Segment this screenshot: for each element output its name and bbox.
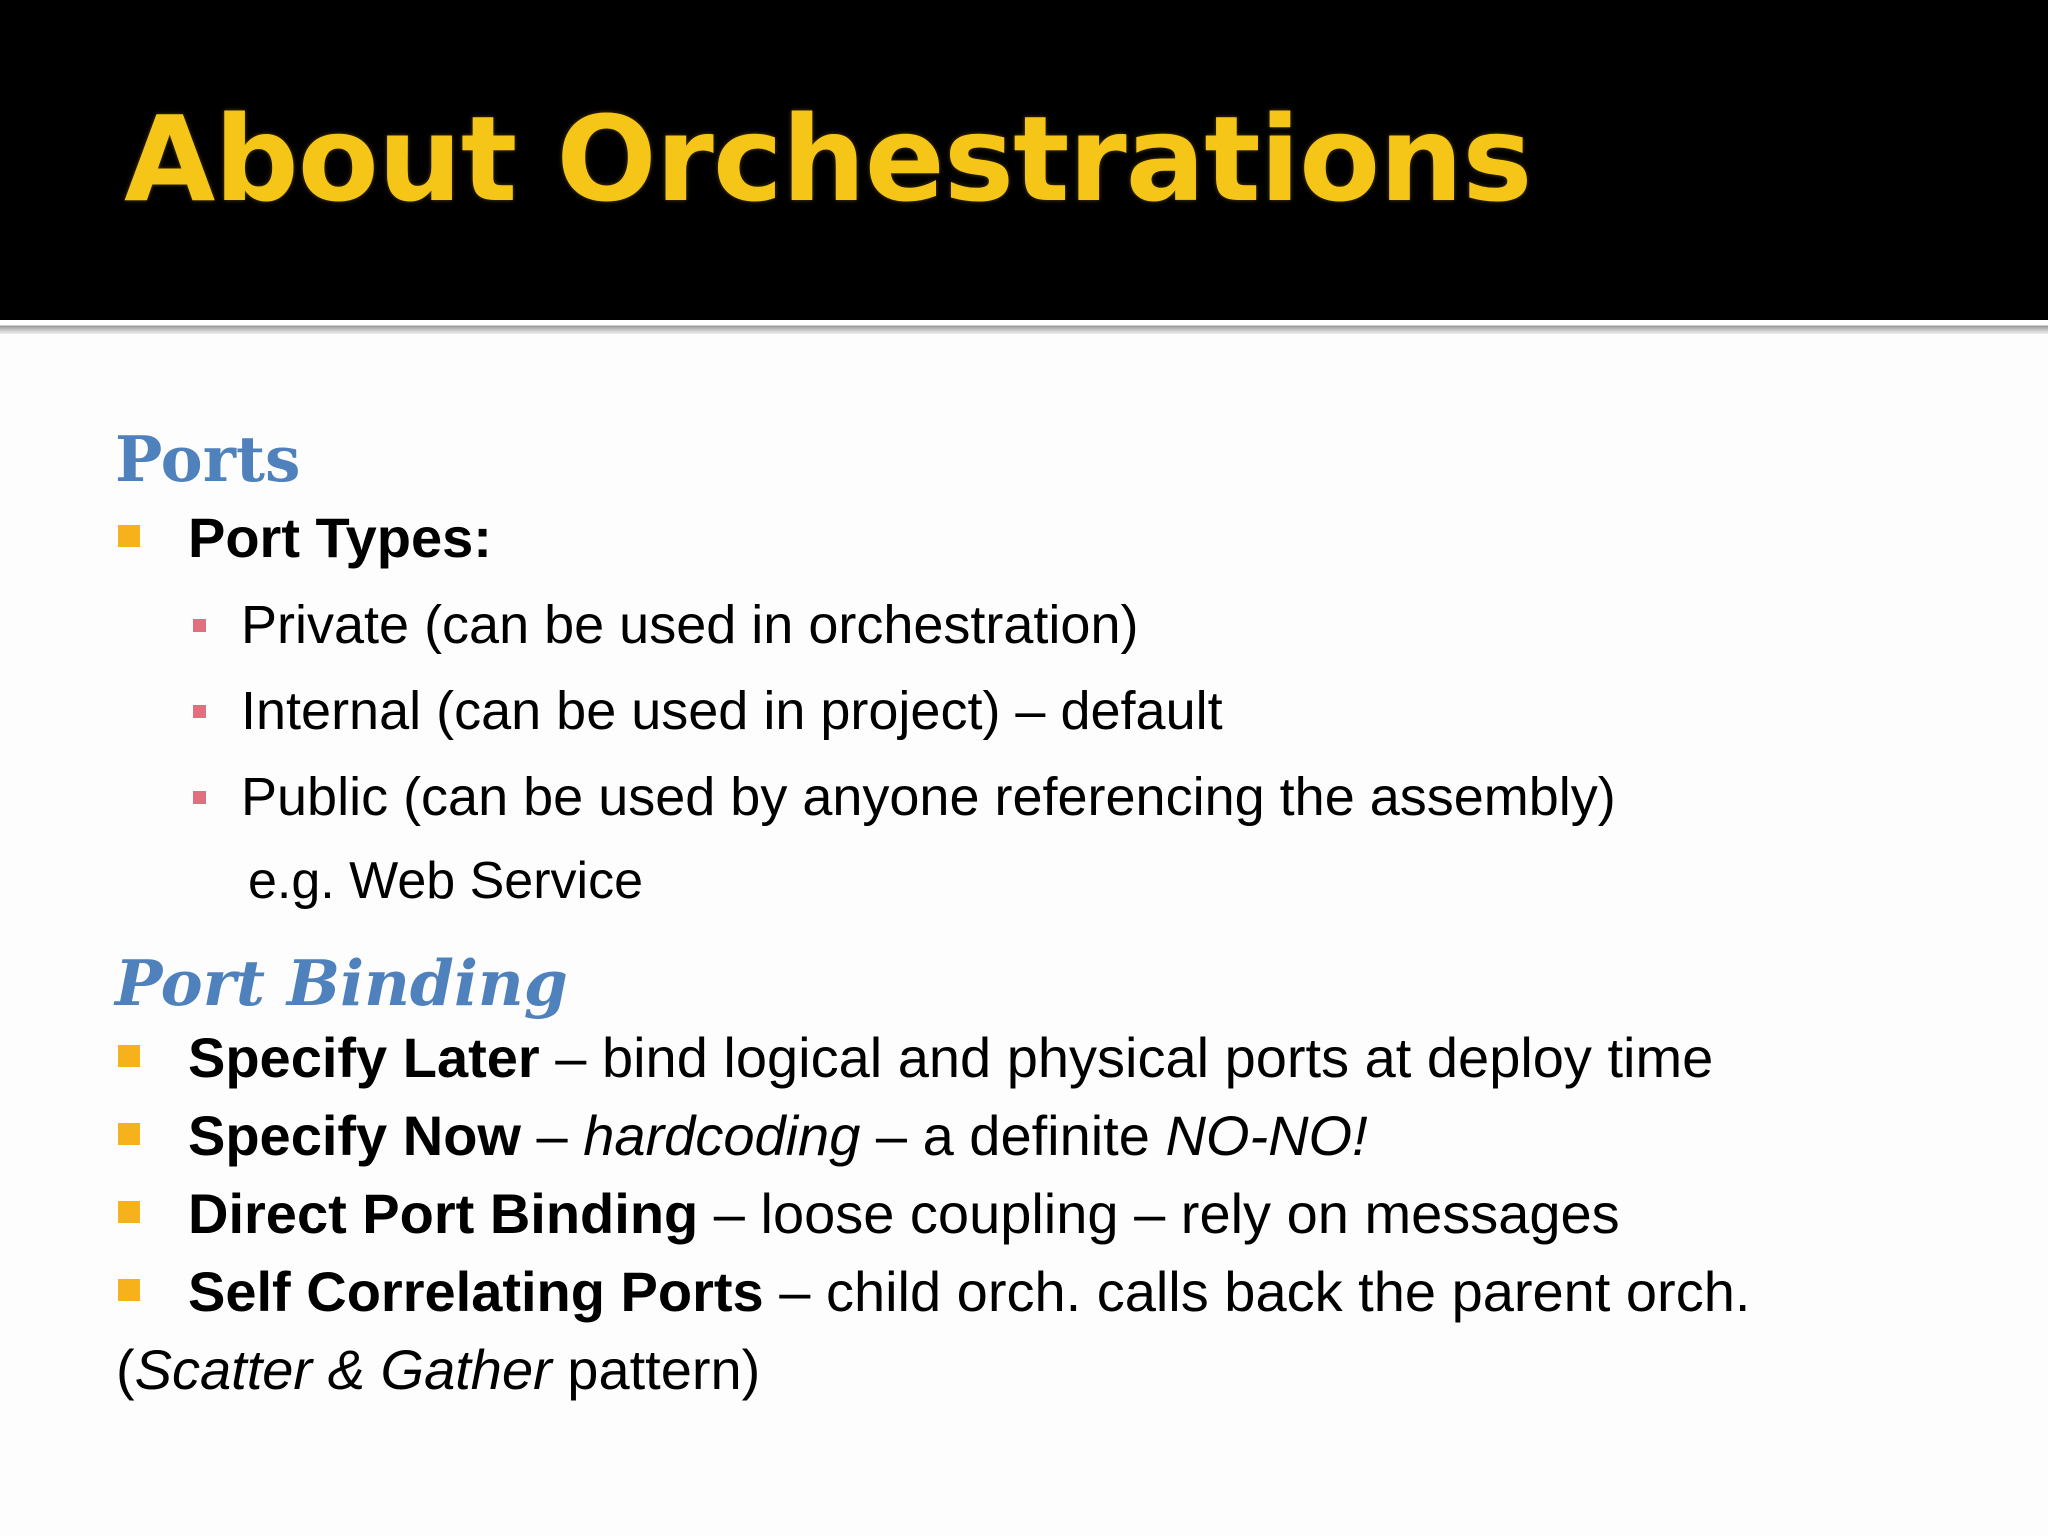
term-specify-now: Specify Now bbox=[188, 1104, 521, 1167]
list-item-self-correlating-ports bbox=[118, 1260, 2028, 1334]
list-subitem-public bbox=[118, 767, 1968, 834]
list-item-specify-now bbox=[118, 1104, 2018, 1178]
separator: – bbox=[698, 1182, 761, 1245]
subitem-text: Public (can be used by anyone referencing the assembly) bbox=[241, 767, 1616, 827]
square-bullet-icon bbox=[118, 1045, 140, 1067]
subitem-continuation: e.g. Web Service bbox=[248, 852, 644, 910]
square-bullet-icon bbox=[118, 1279, 140, 1301]
emphasis-no-no: NO-NO! bbox=[1165, 1104, 1368, 1167]
term-direct-port-binding: Direct Port Binding bbox=[188, 1182, 699, 1245]
separator: – bbox=[763, 1260, 826, 1323]
term-specify-later: Specify Later bbox=[188, 1026, 540, 1089]
description: – a definite bbox=[860, 1104, 1166, 1167]
square-bullet-icon bbox=[193, 791, 206, 804]
emphasis-hardcoding: hardcoding bbox=[583, 1104, 861, 1167]
subitem-text: Internal (can be used in project) – default bbox=[241, 681, 1223, 741]
square-bullet-icon bbox=[193, 619, 206, 632]
trailing-rest: pattern) bbox=[551, 1338, 761, 1401]
trailing-note bbox=[116, 1338, 761, 1401]
list-subitem-internal bbox=[118, 681, 1918, 748]
title-bar bbox=[0, 0, 2048, 320]
list-item-direct-port-binding bbox=[118, 1182, 2018, 1256]
description: child orch. calls back the parent orch. bbox=[825, 1260, 1751, 1323]
title-divider bbox=[0, 320, 2048, 334]
emphasis-scatter-gather: Scatter & Gather bbox=[134, 1338, 552, 1401]
square-bullet-icon bbox=[118, 1123, 140, 1145]
separator: – bbox=[539, 1026, 602, 1089]
list-item-port-types bbox=[118, 506, 1918, 580]
port-types-label: Port Types: bbox=[188, 506, 492, 569]
term-self-correlating-ports: Self Correlating Ports bbox=[188, 1260, 764, 1323]
description: loose coupling – rely on messages bbox=[760, 1182, 1620, 1245]
square-bullet-icon bbox=[118, 1201, 140, 1223]
list-item-specify-later bbox=[118, 1026, 2018, 1100]
slide-title: About Orchestrations bbox=[124, 90, 1532, 228]
list-subitem-private bbox=[118, 595, 1918, 662]
separator: – bbox=[520, 1104, 584, 1167]
section-heading-ports: Ports bbox=[115, 422, 301, 496]
subitem-text: Private (can be used in orchestration) bbox=[241, 595, 1139, 655]
section-heading-port-binding: Port Binding bbox=[115, 946, 568, 1020]
description: bind logical and physical ports at deploy time bbox=[601, 1026, 1714, 1089]
paren-open: ( bbox=[116, 1338, 135, 1401]
square-bullet-icon bbox=[118, 525, 140, 547]
square-bullet-icon bbox=[193, 705, 206, 718]
